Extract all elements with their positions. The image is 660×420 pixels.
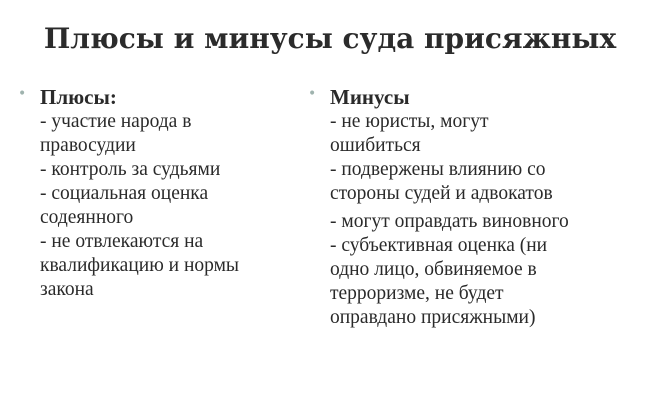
cons-item: - подвержены влиянию со стороны судей и адвокатов: [330, 159, 553, 204]
pros-item: - не отвлекаются на квалификацию и нормы закона: [40, 231, 240, 300]
slide-title: Плюсы и минусы суда присяжных: [43, 22, 617, 55]
pros-column: [18, 84, 308, 302]
cons-list: [330, 110, 648, 330]
cons-bullet-icon: •: [308, 86, 317, 102]
pros-item: - контроль за судьями: [40, 159, 221, 180]
cons-column: [308, 84, 648, 330]
cons-item: - не юристы, могут ошибиться: [330, 111, 489, 156]
cons-item: - субъективная оценка (ни одно лицо, обвиняемое в терроризме, не будет оправдано присяжными): [330, 235, 548, 328]
pros-heading: Плюсы:: [40, 85, 117, 109]
cons-heading: Минусы: [330, 85, 410, 109]
pros-list: [40, 110, 308, 302]
pros-bullet-icon: •: [18, 86, 27, 102]
cons-item: - могут оправдать виновного: [330, 211, 569, 232]
pros-item: - участие народа в правосудии: [40, 111, 192, 156]
pros-item: - социальная оценка содеянного: [40, 183, 209, 228]
